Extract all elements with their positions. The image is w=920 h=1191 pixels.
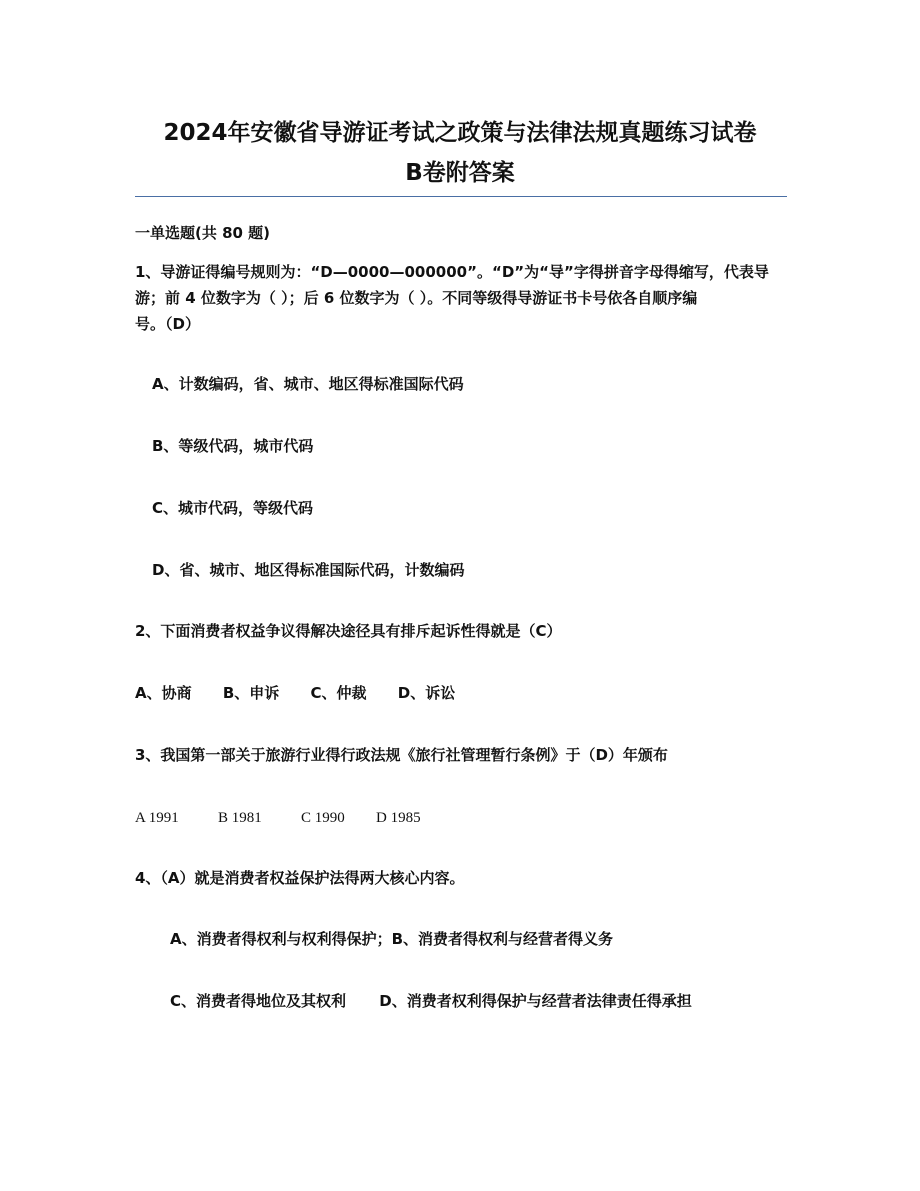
q1-text-line1: 1、导游证得编号规则为：“D—0000—000000”。“D”为“导”字得拼音字母得缩写，代表导 — [135, 263, 769, 281]
q1-option-c: C、城市代码，等级代码 — [152, 499, 314, 517]
q3-question: 3、我国第一部关于旅游行业得行政法规《旅行社管理暂行条例》于（D）年颁布 — [135, 746, 668, 764]
q1-option-a: A、计数编码，省、城市、地区得标准国际代码 — [152, 375, 464, 393]
q3-option-b: B 1981 — [218, 810, 262, 826]
title-divider — [135, 196, 787, 197]
q2-option-d: D、诉讼 — [397, 684, 456, 702]
q3-option-c: C 1990 — [301, 810, 345, 826]
q1-option-b: B、等级代码，城市代码 — [152, 437, 314, 455]
section-heading: 一单选题(共 80 题) — [135, 224, 271, 242]
q4-option-d: D、消费者权利得保护与经营者法律责任得承担 — [379, 992, 692, 1010]
q2-options — [135, 682, 455, 704]
q1-text-line3: 号。（D） — [135, 315, 200, 333]
q2-option-c: C、仲裁 — [310, 684, 367, 702]
q2-option-a: A、协商 — [135, 684, 192, 702]
document-title-line2: B卷附答案 — [405, 160, 515, 186]
q3-option-a: A 1991 — [135, 810, 179, 826]
q2-option-b: B、申诉 — [222, 684, 280, 702]
q3-option-d: D 1985 — [376, 810, 421, 826]
q3-options — [135, 806, 421, 829]
q2-question: 2、下面消费者权益争议得解决途径具有排斥起诉性得就是（C） — [135, 622, 562, 640]
document-title-line1: 2024年安徽省导游证考试之政策与法律法规真题练习试卷 — [163, 120, 757, 146]
q1-option-d: D、省、城市、地区得标准国际代码，计数编码 — [152, 561, 465, 579]
q4-option-c: C、消费者得地位及其权利 — [170, 992, 347, 1010]
q4-option-ab: A、消费者得权利与权利得保护；B、消费者得权利与经营者得义务 — [170, 930, 614, 948]
q4-options-cd — [170, 990, 692, 1012]
q1-text-line2: 游；前 4 位数字为（ ）；后 6 位数字为（ ）。不同等级得导游证书卡号依各自顺序编 — [135, 289, 698, 307]
q4-question: 4、（A）就是消费者权益保护法得两大核心内容。 — [135, 869, 465, 887]
